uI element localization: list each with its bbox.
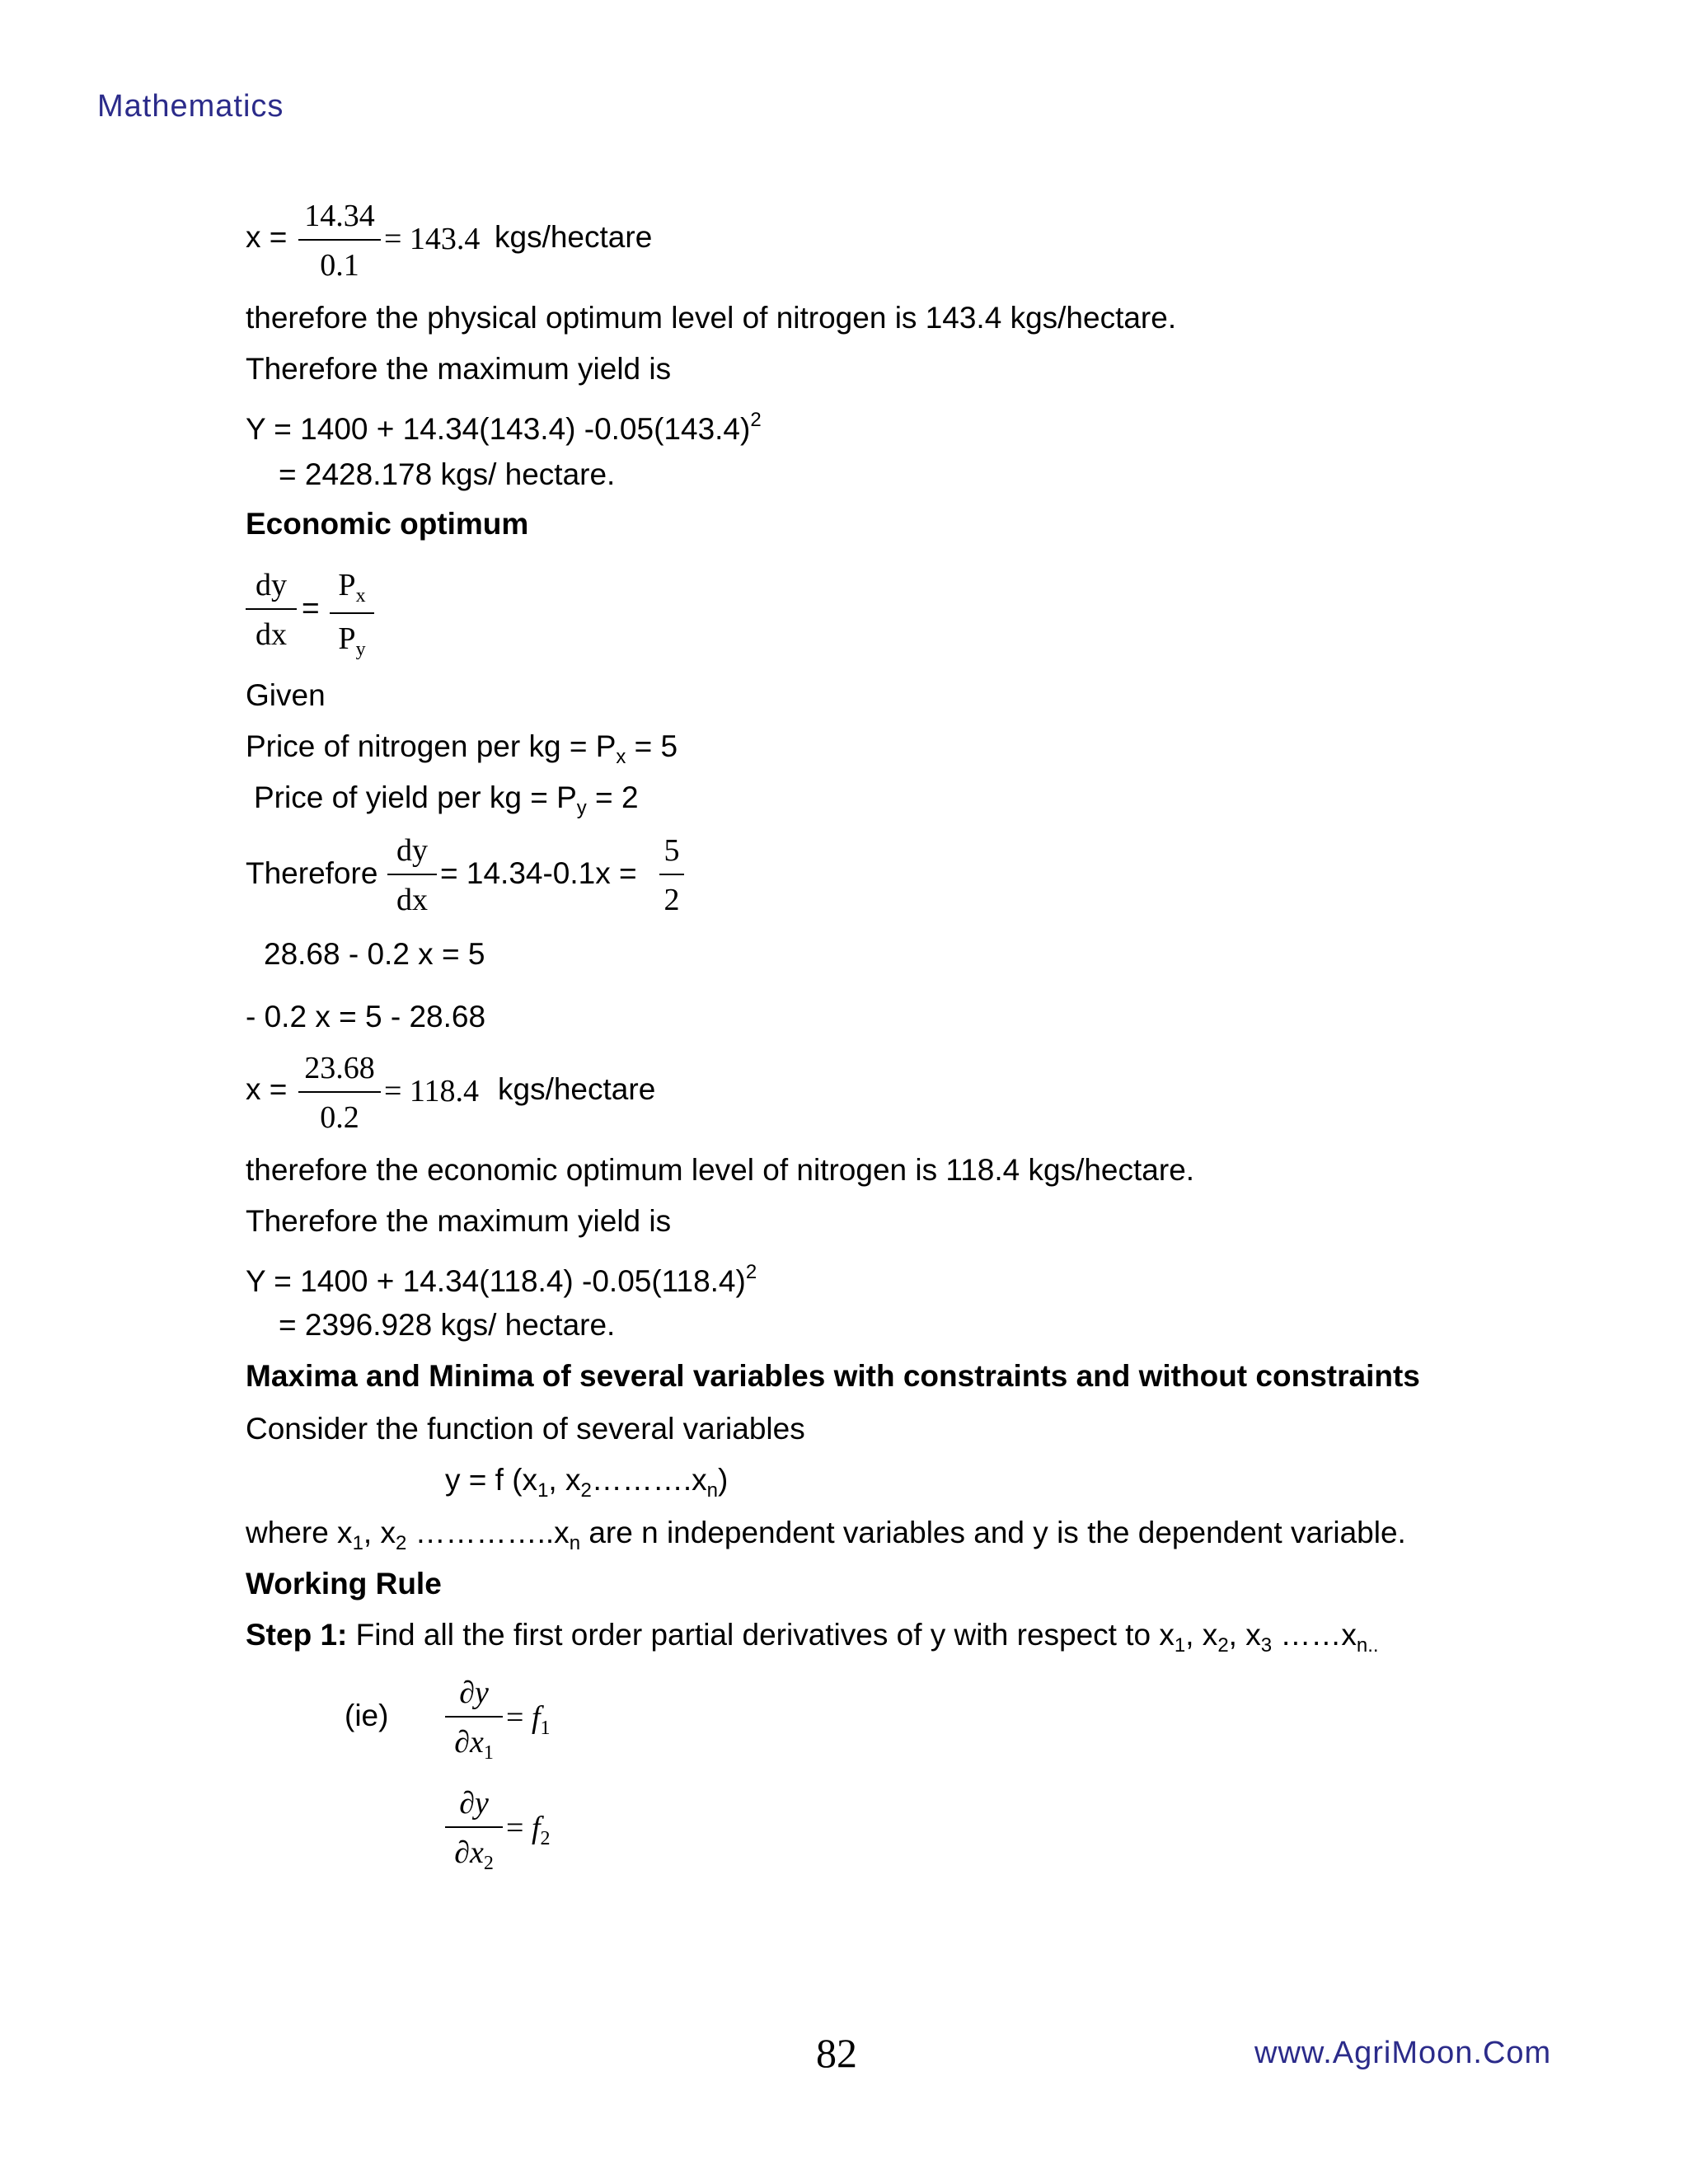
subscript: 1 xyxy=(483,1742,494,1764)
fraction-14.34-over-0.1 xyxy=(298,198,381,284)
equation-line: 28.68 - 0.2 x = 5 xyxy=(264,937,485,971)
numerator: ∂y xyxy=(445,1785,503,1828)
text: , x xyxy=(1228,1618,1261,1652)
fraction-23.68-over-0.2 xyxy=(298,1050,381,1136)
section-heading: Economic optimum xyxy=(246,507,529,541)
text-line: Therefore the maximum yield is xyxy=(246,352,672,386)
subscript: n.. xyxy=(1356,1634,1379,1657)
page-number: 82 xyxy=(816,2030,857,2076)
price-symbol: P xyxy=(338,621,356,656)
text: y = f (x xyxy=(445,1463,538,1497)
subscript: 2 xyxy=(1217,1634,1229,1657)
where-line xyxy=(246,1515,1406,1562)
subscript: 2 xyxy=(580,1479,592,1502)
subscript: n xyxy=(706,1479,718,1502)
equation-line xyxy=(246,402,762,448)
text-therefore: Therefore xyxy=(246,856,378,890)
denominator: 0.2 xyxy=(320,1100,359,1135)
text-line: Therefore the maximum yield is xyxy=(246,1204,672,1238)
text: ……x xyxy=(1272,1618,1357,1652)
text: Find all the first order partial derivatives of y with respect to x xyxy=(347,1618,1175,1652)
text: are n independent variables and y is the dependent variable. xyxy=(580,1516,1406,1549)
denominator xyxy=(445,1718,503,1765)
exponent: 2 xyxy=(745,1261,757,1283)
text: ∂x xyxy=(454,1725,484,1760)
subscript: y xyxy=(355,639,366,660)
value: = 5 xyxy=(626,729,678,763)
fraction-px-py xyxy=(330,567,374,661)
eq-x1-lhs: x = xyxy=(246,220,288,254)
function-symbol: f xyxy=(531,1811,541,1845)
text: ∂x xyxy=(454,1835,484,1870)
numerator: ∂y xyxy=(445,1675,503,1718)
price-nitrogen-line xyxy=(246,729,678,776)
numerator: 14.34 xyxy=(298,198,381,241)
numerator xyxy=(330,567,374,614)
denominator: dx xyxy=(396,883,428,917)
text: ……….x xyxy=(591,1463,707,1497)
eq-x2-result: = 118.4 xyxy=(384,1074,480,1108)
denominator: 0.1 xyxy=(320,248,359,283)
subscript: x xyxy=(616,746,626,768)
eq-x2-lhs: x = xyxy=(246,1072,288,1106)
subscript: 3 xyxy=(1260,1634,1273,1657)
text: = xyxy=(506,1811,532,1845)
subscript: 1 xyxy=(540,1718,551,1739)
text: = xyxy=(506,1700,532,1735)
text-line: = 2428.178 kgs/ hectare. xyxy=(279,457,616,491)
eq-x2-unit: kgs/hectare xyxy=(498,1072,656,1106)
text-line: therefore the economic optimum level of nitrogen is 118.4 kgs/hectare. xyxy=(246,1153,1195,1187)
eq-x1-unit: kgs/hectare xyxy=(495,220,653,254)
yield-expression: Y = 1400 + 14.34(118.4) -0.05(118.4) xyxy=(246,1264,746,1298)
text-ie: (ie) xyxy=(345,1699,389,1732)
function-definition xyxy=(445,1462,728,1509)
running-header: Mathematics xyxy=(97,89,284,124)
section-heading: Working Rule xyxy=(246,1567,442,1601)
value: = 2 xyxy=(586,780,639,814)
fraction-5-over-2 xyxy=(659,832,684,918)
partial-derivative-2 xyxy=(445,1785,503,1875)
text: where x xyxy=(246,1516,353,1549)
denominator xyxy=(330,614,374,661)
denominator: 2 xyxy=(663,883,680,917)
equals-sign: = xyxy=(302,591,320,625)
subscript: 2 xyxy=(395,1532,407,1554)
fraction-dy-dx xyxy=(387,832,437,918)
footer-website: www.AgriMoon.Com xyxy=(1254,2036,1552,2070)
label: Price of nitrogen per kg = P xyxy=(246,729,617,763)
text: , x xyxy=(363,1516,396,1549)
price-yield-line xyxy=(254,780,639,827)
step-label: Step 1: xyxy=(246,1618,348,1652)
exponent: 2 xyxy=(750,409,762,431)
partial-derivative-1 xyxy=(445,1675,503,1765)
text-line: Given xyxy=(246,678,326,712)
numerator: dy xyxy=(246,567,297,610)
denominator xyxy=(445,1828,503,1875)
text-line: therefore the physical optimum level of nitrogen is 143.4 kgs/hectare. xyxy=(246,301,1177,335)
label: Price of yield per kg = P xyxy=(254,780,577,814)
text: ) xyxy=(717,1463,729,1497)
numerator: dy xyxy=(387,832,437,875)
text: …………..x xyxy=(406,1516,570,1549)
text-line: Consider the function of several variables xyxy=(246,1412,805,1446)
subscript: 1 xyxy=(352,1532,363,1554)
fraction-dy-dx xyxy=(246,567,297,653)
numerator: 23.68 xyxy=(298,1050,381,1093)
partial-1-rhs xyxy=(506,1699,551,1746)
equation-line xyxy=(246,1254,757,1300)
denominator: dx xyxy=(256,617,287,652)
price-symbol: P xyxy=(338,568,356,602)
text: , x xyxy=(1185,1618,1218,1652)
subscript: 2 xyxy=(540,1828,551,1849)
equation-line: - 0.2 x = 5 - 28.68 xyxy=(246,1000,486,1033)
section-heading: Maxima and Minima of several variables with constraints and without constraints xyxy=(246,1359,1420,1393)
text: , x xyxy=(548,1463,581,1497)
yield-expression: Y = 1400 + 14.34(143.4) -0.05(143.4) xyxy=(246,412,751,446)
numerator: 5 xyxy=(659,832,684,875)
subscript: n xyxy=(569,1532,581,1554)
partial-2-rhs xyxy=(506,1810,551,1857)
derivative-equation: = 14.34-0.1x = xyxy=(440,856,637,890)
text-line: = 2396.928 kgs/ hectare. xyxy=(279,1308,616,1342)
step-1-line xyxy=(246,1617,1379,1664)
function-symbol: f xyxy=(531,1700,541,1735)
subscript: 2 xyxy=(483,1853,494,1874)
subscript: 1 xyxy=(537,1479,549,1502)
subscript: 1 xyxy=(1174,1634,1186,1657)
subscript: x xyxy=(355,585,366,607)
eq-x1-result: = 143.4 xyxy=(384,222,481,256)
subscript: y xyxy=(576,797,587,819)
